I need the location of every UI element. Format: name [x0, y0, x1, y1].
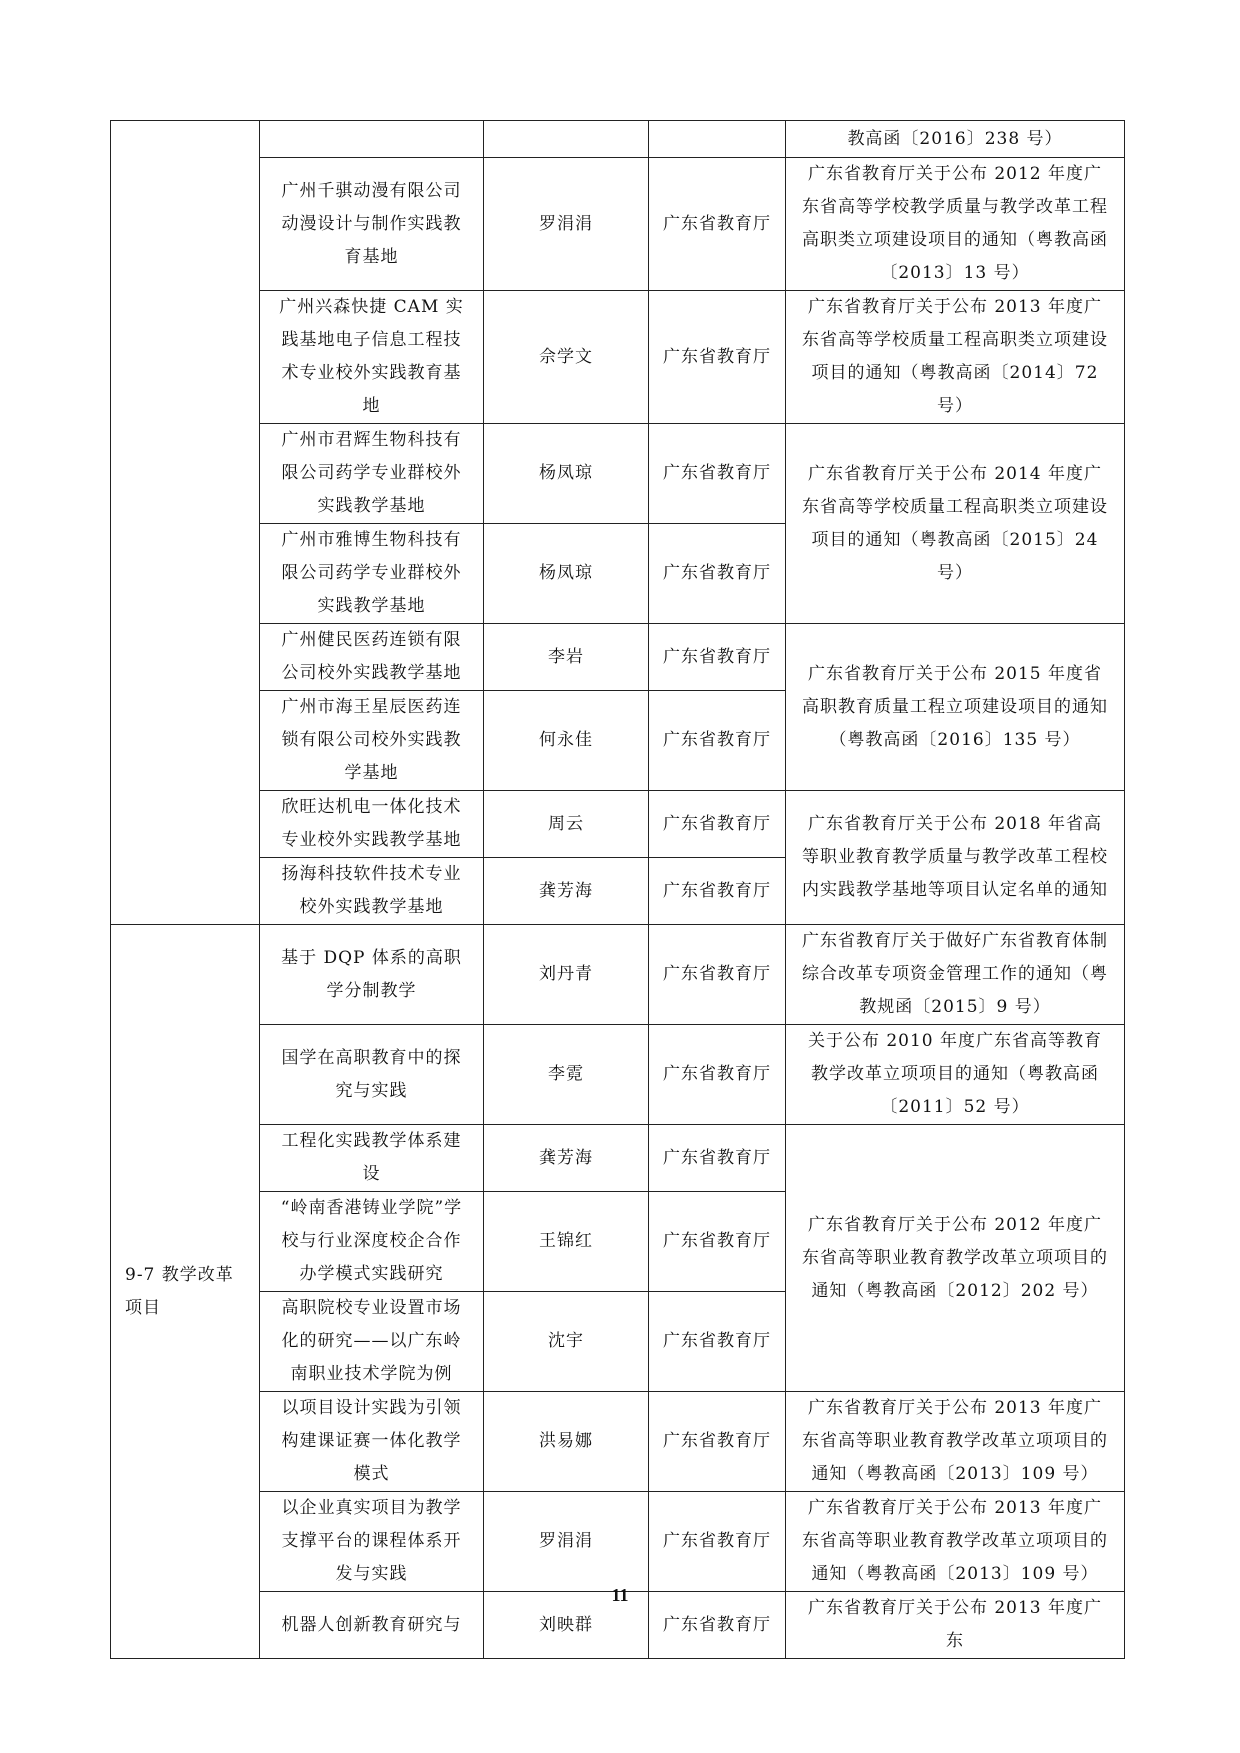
approving-body: 广东省教育厅	[649, 524, 786, 624]
approving-body: 广东省教育厅	[649, 1392, 786, 1492]
project-name: 广州市君辉生物科技有限公司药学专业群校外实践教学基地	[260, 424, 484, 524]
project-name	[260, 121, 484, 158]
project-leader: 刘映群	[484, 1592, 649, 1659]
approval-document: 教高函〔2016〕238 号）	[786, 121, 1125, 158]
project-leader: 杨凤琼	[484, 424, 649, 524]
approval-document: 关于公布 2010 年度广东省高等教育教学改革立项项目的通知（粤教高函〔2011〕52 号）	[786, 1025, 1125, 1125]
approving-body: 广东省教育厅	[649, 1025, 786, 1125]
approving-body: 广东省教育厅	[649, 424, 786, 524]
approval-document: 广东省教育厅关于公布 2012 年度广东省高等学校教学质量与教学改革工程高职类立项建设项目的通知（粤教高函〔2013〕13 号）	[786, 158, 1125, 291]
table-row	[111, 791, 1125, 858]
table-row	[111, 1492, 1125, 1592]
approving-body: 广东省教育厅	[649, 1592, 786, 1659]
project-name: 欣旺达机电一体化技术专业校外实践教学基地	[260, 791, 484, 858]
project-leader: 罗涓涓	[484, 158, 649, 291]
approving-body: 广东省教育厅	[649, 158, 786, 291]
project-leader	[484, 121, 649, 158]
approval-document: 广东省教育厅关于做好广东省教育体制综合改革专项资金管理工作的通知（粤教规函〔2015〕9 号）	[786, 925, 1125, 1025]
project-name: 广州千骐动漫有限公司动漫设计与制作实践教育基地	[260, 158, 484, 291]
table-row	[111, 158, 1125, 291]
table-row	[111, 624, 1125, 691]
table-row	[111, 121, 1125, 158]
approving-body: 广东省教育厅	[649, 858, 786, 925]
project-name: 工程化实践教学体系建设	[260, 1125, 484, 1192]
project-leader: 周云	[484, 791, 649, 858]
project-name: 广州健民医药连锁有限公司校外实践教学基地	[260, 624, 484, 691]
project-name: 机器人创新教育研究与	[260, 1592, 484, 1659]
table-row	[111, 291, 1125, 424]
table-row	[111, 1125, 1125, 1192]
approval-document: 广东省教育厅关于公布 2018 年省高等职业教育教学质量与教学改革工程校内实践教学基地等项目认定名单的通知	[786, 791, 1125, 925]
project-name: 广州市雅博生物科技有限公司药学专业群校外实践教学基地	[260, 524, 484, 624]
project-leader: 罗涓涓	[484, 1492, 649, 1592]
category-cell-teaching-reform: 9-7 教学改革项目	[111, 925, 260, 1659]
approving-body: 广东省教育厅	[649, 791, 786, 858]
project-name: 以企业真实项目为教学支撑平台的课程体系开发与实践	[260, 1492, 484, 1592]
table-row	[111, 925, 1125, 1025]
approval-document: 广东省教育厅关于公布 2013 年度广东省高等职业教育教学改革立项项目的通知（粤教高函〔2013〕109 号）	[786, 1492, 1125, 1592]
project-leader: 王锦红	[484, 1192, 649, 1292]
approval-document: 广东省教育厅关于公布 2013 年度广东省高等职业教育教学改革立项项目的通知（粤教高函〔2013〕109 号）	[786, 1392, 1125, 1492]
approving-body: 广东省教育厅	[649, 624, 786, 691]
approving-body: 广东省教育厅	[649, 1125, 786, 1192]
page-number: 11	[611, 1585, 629, 1605]
project-name: 广州市海王星辰医药连锁有限公司校外实践教学基地	[260, 691, 484, 791]
project-leader: 龚芳海	[484, 1125, 649, 1192]
project-leader: 刘丹青	[484, 925, 649, 1025]
approval-document: 广东省教育厅关于公布 2012 年度广东省高等职业教育教学改革立项项目的通知（粤教高函〔2012〕202 号）	[786, 1125, 1125, 1392]
project-leader: 何永佳	[484, 691, 649, 791]
table-row	[111, 1392, 1125, 1492]
project-leader: 李霓	[484, 1025, 649, 1125]
project-leader: 洪易娜	[484, 1392, 649, 1492]
project-name: 广州兴森快捷 CAM 实践基地电子信息工程技术专业校外实践教育基地	[260, 291, 484, 424]
project-table	[110, 120, 1125, 1659]
approval-document: 广东省教育厅关于公布 2015 年度省高职教育质量工程立项建设项目的通知（粤教高函〔2016〕135 号）	[786, 624, 1125, 791]
approving-body: 广东省教育厅	[649, 291, 786, 424]
table-row	[111, 424, 1125, 524]
approval-document: 广东省教育厅关于公布 2013 年度广东省高等学校质量工程高职类立项建设项目的通知（粤教高函〔2014〕72 号）	[786, 291, 1125, 424]
project-name: 基于 DQP 体系的高职学分制教学	[260, 925, 484, 1025]
approval-document: 广东省教育厅关于公布 2013 年度广东	[786, 1592, 1125, 1659]
table-row	[111, 1025, 1125, 1125]
approving-body: 广东省教育厅	[649, 1492, 786, 1592]
project-leader: 龚芳海	[484, 858, 649, 925]
project-leader: 杨凤琼	[484, 524, 649, 624]
approving-body: 广东省教育厅	[649, 1192, 786, 1292]
project-leader: 沈宇	[484, 1292, 649, 1392]
approval-document: 广东省教育厅关于公布 2014 年度广东省高等学校质量工程高职类立项建设项目的通知（粤教高函〔2015〕24 号）	[786, 424, 1125, 624]
project-name: 高职院校专业设置市场化的研究——以广东岭南职业技术学院为例	[260, 1292, 484, 1392]
project-name: “岭南香港铸业学院”学校与行业深度校企合作办学模式实践研究	[260, 1192, 484, 1292]
project-leader: 李岩	[484, 624, 649, 691]
approving-body: 广东省教育厅	[649, 1292, 786, 1392]
approving-body: 广东省教育厅	[649, 925, 786, 1025]
approving-body	[649, 121, 786, 158]
project-name: 以项目设计实践为引领构建课证赛一体化教学模式	[260, 1392, 484, 1492]
approving-body: 广东省教育厅	[649, 691, 786, 791]
project-name: 扬海科技软件技术专业校外实践教学基地	[260, 858, 484, 925]
project-name: 国学在高职教育中的探究与实践	[260, 1025, 484, 1125]
category-cell-continued	[111, 121, 260, 925]
project-leader: 佘学文	[484, 291, 649, 424]
